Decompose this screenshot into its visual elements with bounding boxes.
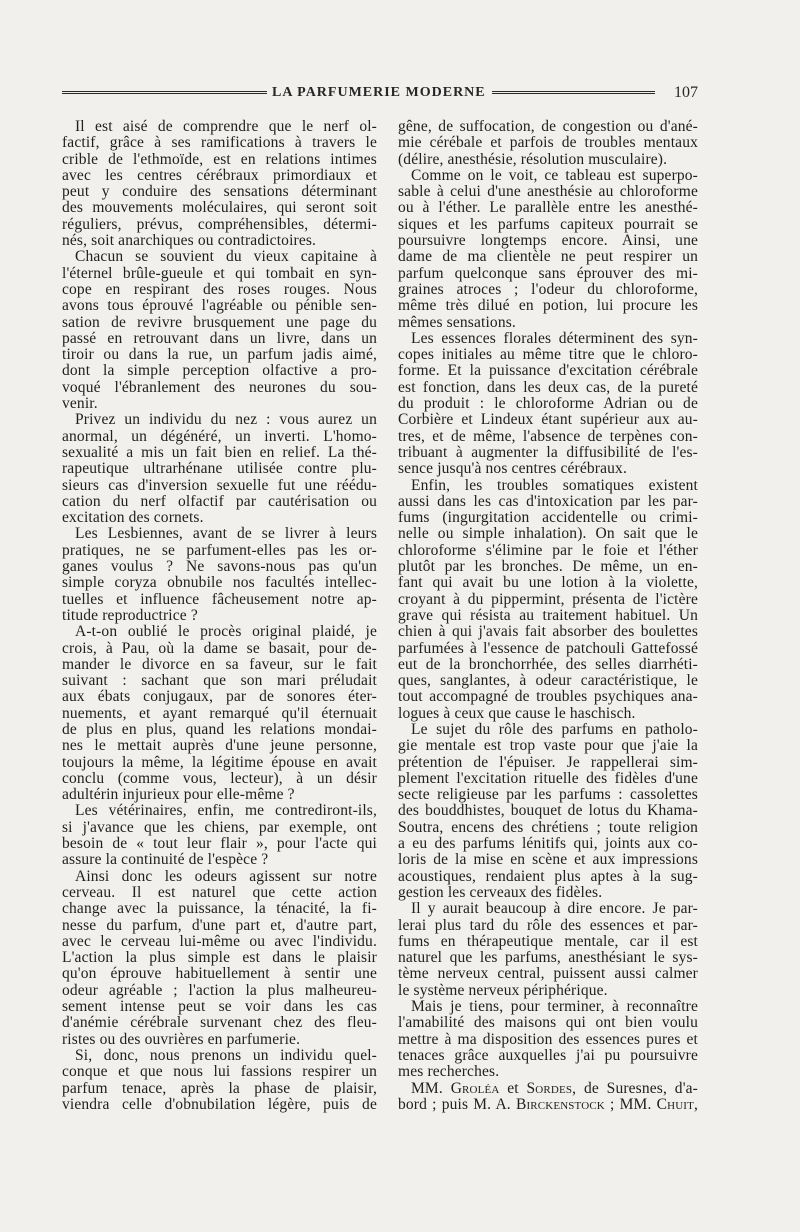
text-line: crois, à Pau, où la dame se basait, pour de-: [62, 639, 377, 657]
text-line: Les Lesbiennes, avant de se livrer à leurs: [75, 525, 377, 543]
text-line: voqué l'ébranlement des neurones du sou-: [62, 378, 377, 396]
text-line: tème nerveux central, puissent aussi calmer: [398, 965, 698, 983]
text-line: l'éternel brûle-gueule et qui tombait en syn-: [62, 264, 377, 282]
text-line: même très dilué en potion, lui procure les: [398, 297, 698, 315]
text-line: nes le mettait auprès d'une jeune personne,: [62, 737, 377, 755]
journal-title: LA PARFUMERIE MODERNE: [272, 85, 486, 100]
text-line: odeur agréable ; l'action la plus malheureu-: [62, 981, 377, 999]
text-line: chloroforme s'élimine par le foie et l'éther: [398, 541, 698, 559]
text-line: tiroir ou dans la rue, un parfum jadis aimé,: [62, 346, 377, 364]
text-line: nés, soit anarchiques ou contradictoires.: [62, 232, 317, 250]
text-line: grave qui résista au traitement habituel. Un: [398, 606, 698, 624]
paragraph: [398, 119, 698, 168]
text-line: ristes ou des ouvrières en parfumerie.: [62, 1030, 301, 1048]
paragraph: [398, 478, 698, 722]
text-segment: MM.: [411, 1079, 451, 1097]
paragraph: [398, 331, 698, 478]
text-line: avons tous éprouvé l'agréable ou pénible sen-: [62, 297, 377, 315]
paragraph: [398, 722, 698, 901]
text-line: adultérin injurieux pour elle-même ?: [62, 786, 295, 804]
text-line: viendra celle d'obnubilation légère, puis de: [62, 1095, 377, 1113]
text-line: Si, donc, nous prenons un individu quel-: [75, 1046, 377, 1064]
text-line: Chacun se souvient du vieux capitaine à: [75, 248, 377, 266]
text-line: toujours la même, la légitime épouse en avait: [62, 753, 377, 771]
text-line: dame de ma clientèle ne peut respirer un: [398, 248, 698, 266]
paragraph: [62, 624, 377, 803]
text-line: [398, 1097, 698, 1113]
header-rule-right: [492, 91, 655, 94]
text-line: factif, grâce à ses ramifications à travers le: [62, 134, 377, 152]
text-line: réguliers, prévus, compréhensibles, détermi-: [62, 215, 377, 233]
text-line: dont la simple perception olfactive a pro-: [62, 362, 377, 380]
text-line: siques et les parfums capiteux pourrait se: [398, 215, 698, 233]
left-column: [62, 119, 377, 1113]
text-segment: , de Suresnes, d'a-: [572, 1079, 698, 1097]
text-line: sieurs cas d'inversion sexuelle fut une réédu-: [62, 476, 377, 494]
text-line: Les essences florales déterminent des syn-: [411, 329, 698, 347]
text-line: mettre à ma disposition des essences pures et: [398, 1030, 698, 1048]
text-line: fant qui avait bu une lotion à la violette,: [398, 574, 698, 592]
text-line: si j'avance que les chiens, par exemple, ont: [62, 818, 377, 836]
text-line: [398, 1081, 698, 1097]
text-line: tribuant à augmenter la diffusibilité de l'es-: [398, 443, 698, 461]
text-line: assure la continuité de l'espèce ?: [62, 851, 269, 869]
text-line: fums (ingurgitation accidentelle ou crimi-: [398, 509, 698, 527]
text-line: Comme on le voit, ce tableau est superpo-: [411, 166, 698, 184]
text-line: l'amabilité des maisons qui ont bien voulu: [398, 1014, 698, 1032]
text-line: conque et que nous lui fassions respirer un: [62, 1063, 377, 1081]
text-line: tuelles et influence fâcheusement notre ap-: [62, 590, 377, 608]
text-line: poursuivre longtemps encore. Ainsi, une: [398, 232, 698, 250]
paragraph: [62, 526, 377, 624]
text-line: graines atroces ; l'odeur du chloroforme,: [398, 280, 698, 298]
text-line: tenaces grâce auxquelles j'ai pu poursuivre: [398, 1046, 698, 1064]
paragraph: [62, 412, 377, 526]
text-line: aux ébats conjugaux, par de sonores éter-: [62, 688, 377, 706]
text-line: Le sujet du rôle des parfums en patholo-: [411, 720, 698, 738]
text-line: tout accompagné de troubles psychiques ana-: [398, 688, 698, 706]
text-line: rapeutique ultrarhénane utilisée contre plu-: [62, 460, 377, 478]
text-line: forme. Et la puissance d'excitation cérébrale: [398, 362, 698, 380]
text-line: eut de la bronchorrhée, des selles diarrhéti-: [398, 655, 698, 673]
text-line: gêne, de suffocation, de congestion ou d'ané-: [398, 118, 698, 135]
text-line: nelle ou simple inhalation). On sait que le: [398, 525, 698, 543]
text-line: gestion les cerveaux des fidèles.: [398, 883, 603, 901]
text-line: mander le divorce en sa faveur, sur le fait: [62, 655, 377, 673]
text-line: crible de l'ethmoïde, est en relations intimes: [62, 150, 377, 168]
text-line: parfum tenace, après la phase de plaisir,: [62, 1079, 377, 1097]
text-segment: et: [499, 1079, 527, 1097]
text-line: avec le cerveau lui-même ou avec l'individu.: [62, 932, 377, 950]
paragraph: [62, 869, 377, 1048]
right-column: [398, 119, 698, 1113]
text-line: est fonction, dans les deux cas, de la pureté: [398, 378, 698, 396]
text-segment: bord ; puis M. A.: [398, 1095, 516, 1113]
text-line: L'action la plus simple est dans le plaisir: [62, 949, 377, 967]
text-line: Il est aisé de comprendre que le nerf ol-: [75, 118, 377, 135]
text-line: pratiques, ne se parfument-elles pas les or-: [62, 541, 377, 559]
text-segment: ; MM.: [604, 1095, 657, 1113]
text-line: Soutra, encens des chrétiens ; toute religion: [398, 818, 698, 836]
text-line: mes recherches.: [398, 1063, 500, 1081]
text-line: mêmes sensations.: [398, 313, 516, 331]
text-line: lerai plus tard du rôle des essences et par-: [398, 916, 698, 934]
text-line: excitation des cornets.: [62, 509, 204, 527]
text-line: gie mentale est trop vaste pour que j'aie la: [398, 737, 698, 755]
text-line: prétention de l'épuiser. Je rappellerai sim-: [398, 753, 698, 771]
page-number: 107: [674, 84, 698, 101]
text-line: sence jusqu'à nos centres cérébraux.: [398, 460, 627, 478]
text-line: ques, sanglantes, à odeur caractéristique, le: [398, 672, 698, 690]
text-line: plutôt par les bronches. De même, un en-: [398, 558, 698, 576]
text-line: change avec la puissance, la ténacité, la fi-: [62, 900, 377, 918]
text-line: besoin de « tout leur flair », pour l'acte qui: [62, 835, 377, 853]
text-line: parfumées à l'essence de patchouli Gattefossé: [398, 639, 698, 657]
text-line: du produit : le chloroforme Adrian ou de: [398, 395, 698, 413]
text-line: ou à l'éther. Le parallèle entre les anesthé-: [398, 199, 698, 217]
paragraph: [62, 1048, 377, 1113]
text-line: copes initiales au même titre que le chloro-: [398, 346, 698, 364]
text-line: chien à qui j'avais fait absorber des boulettes: [398, 623, 698, 641]
text-line: logues à ceux que cause le haschisch.: [398, 704, 636, 722]
text-line: d'anémie cérébrale survenant chez des fleu-: [62, 1014, 377, 1032]
text-line: peut y conduire des sensations déterminant: [62, 183, 377, 201]
text-line: naturel que les parfums, anesthésiant le sys-: [398, 949, 698, 967]
text-line: nesse du parfum, d'une part et, d'autre part,: [62, 916, 377, 934]
text-line: des mouvements moléculaires, qui seront soit: [62, 199, 377, 217]
text-line: le système nerveux périphérique.: [398, 981, 608, 999]
text-line: simple coryza obnubile nos facultés intellec-: [62, 574, 377, 592]
text-line: Ainsi donc les odeurs agissent sur notre: [75, 867, 377, 885]
text-line: avec les centres cérébraux primordiaux et: [62, 166, 377, 184]
text-line: aussi dans les cas d'intoxication par les par-: [398, 492, 698, 510]
text-line: mie cérébale et parfois de troubles mentaux: [398, 134, 698, 152]
text-line: acoustiques, rendaient plus aptes à la sug-: [398, 867, 698, 885]
text-line: cerveau. Il est naturel que cette action: [62, 883, 377, 901]
text-line: Enfin, les troubles somatiques existent: [411, 476, 698, 494]
paragraph: [398, 168, 698, 331]
header-rule-left: [62, 91, 267, 94]
text-line: parfum quelconque sans éprouver des mi-: [398, 264, 698, 282]
text-line: A-t-on oublié le procès original plaidé, je: [75, 623, 377, 641]
text-line: croyant à du pippermint, présenta de l'ictère: [398, 590, 698, 608]
text-line: plement l'excitation rituelle des fidèles d'une: [398, 769, 698, 787]
small-caps-name: Birckenstock: [515, 1095, 605, 1113]
text-line: suivant : sachant que son mari préludait: [62, 672, 377, 690]
text-line: Les vétérinaires, enfin, me contrediront-ils,: [75, 802, 377, 820]
paragraph: [62, 249, 377, 412]
text-line: sation de revivre brusquement une page du: [62, 313, 377, 331]
text-line: tres, et de même, l'absence de terpènes con-: [398, 427, 698, 445]
text-line: qu'on éprouve habituellement à sentir une: [62, 965, 377, 983]
small-caps-name: Chuit: [656, 1095, 694, 1113]
paragraph: [398, 901, 698, 999]
text-line: secte religieuse par les parfums : cassolettes: [398, 786, 698, 804]
text-line: Mais je tiens, pour terminer, à reconnaître: [411, 998, 698, 1016]
text-line: fums en thérapeutique mentale, car il est: [398, 932, 698, 950]
text-line: conclu (comme vous, lecteur), à un désir: [62, 769, 377, 787]
text-segment: ,: [693, 1095, 698, 1113]
paragraph: [62, 803, 377, 868]
text-line: loris de la mise en scène et aux impressions: [398, 851, 698, 869]
text-line: passé en retrouvant dans un livre, dans un: [62, 329, 377, 347]
paragraph: [398, 999, 698, 1080]
text-line: a eu des parfums lénitifs qui, joints aux co-: [398, 835, 698, 853]
text-line: sable à celui d'une anesthésie au chloroforme: [398, 183, 698, 201]
text-line: titude reproductrice ?: [62, 606, 198, 624]
text-line: Corbière et Lindeux étant supérieur aux au-: [398, 411, 698, 429]
small-caps-name: Sordes: [526, 1079, 573, 1097]
text-line: cope en respirant des roses rouges. Nous: [62, 280, 377, 298]
text-line: Privez un individu du nez : vous aurez un: [75, 411, 377, 429]
text-line: de plus en plus, quand les relations mondai-: [62, 720, 377, 738]
text-line: sement intense peut se voir dans les cas: [62, 998, 377, 1016]
text-line: (délire, anesthésie, résolution musculaire).: [398, 150, 668, 168]
text-line: venir.: [62, 395, 98, 413]
text-line: ganes voulus ? Ne savons-nous pas qu'un: [62, 558, 377, 576]
text-line: Il y aurait beaucoup à dire encore. Je par-: [411, 900, 698, 918]
small-caps-name: Groléa: [450, 1079, 500, 1097]
text-line: cation du nerf olfactif par cautérisation ou: [62, 492, 377, 510]
text-line: anormal, un dégénéré, un inverti. L'homo-: [62, 427, 377, 445]
paragraph: [62, 119, 377, 249]
text-line: nuements, et ayant remarqué qu'il éternuait: [62, 704, 377, 722]
paragraph: [398, 1081, 698, 1114]
text-line: sexualité a mis un fait bien en relief. La thé-: [62, 443, 377, 461]
text-line: des bouddhistes, bouquet de lotus du Khama-: [398, 802, 698, 820]
running-header: [62, 84, 698, 102]
